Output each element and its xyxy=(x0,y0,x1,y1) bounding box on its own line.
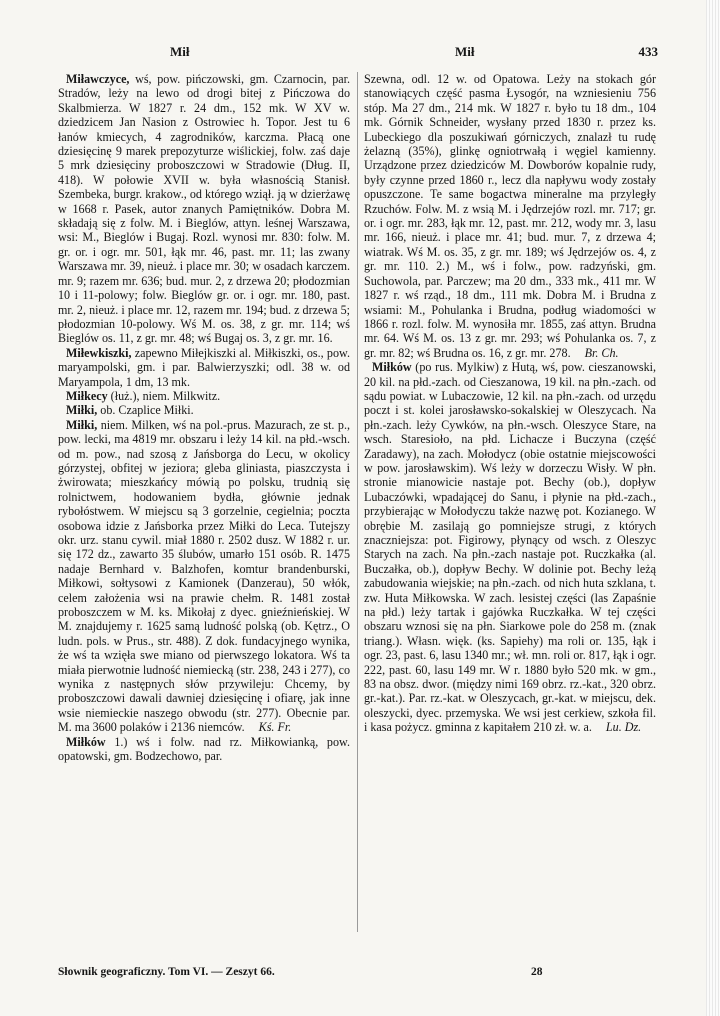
publication-line: Słownik geograficzny. Tom VI. — Zeszyt 66. xyxy=(58,966,275,978)
entry-signature: Br. Ch. xyxy=(584,345,619,360)
page-header xyxy=(58,44,658,64)
entry-text: zapewno Miłejkiszki al. Miłkiszki, os., pow. maryampolski, gm. i par. Balwierzyszki; odl. 38 w. od Maryampola, 1 dm, 13 mk. xyxy=(58,345,350,389)
sheet-number: 28 xyxy=(531,966,543,978)
entry-milawczyce xyxy=(58,72,350,346)
entry-milewkiszki xyxy=(58,346,350,389)
entry-text: Szewna, odl. 12 w. od Opatowa. Leży na stokach gór stanowiących część pasma Łysogór, na wzniesieniu 756 stóp. Ma 27 dm., 214 mk. W 1827 r. było tu 18 dm., 104 mk. Górnik Schneider, wysłany przed 1830 r. przez ks. Lubeckiego dla poszukiwań górniczych, znalazł tu rudę żelazną (35%), glinkę ogniotrwałą i węgiel kamienny. Urządzone przez dziedziców M. Dowborów kopalnie rudy, były czynne przed 1860 r., lecz dla napływu wody zostały opuszczone. Te same bogactwa mineralne ma przyległy Rzuchów. Folw. M. z wsią M. i Jędrzejów rozl. mr. 717; gr. or. i ogr. mr. 283, łąk mr. 12, past. mr. 212, wody mr. 3, lasu mr. 166, nieuż. i place mr. 41; bud. mur. 7, z drzewa 4; wiatrak. Wś M. os. 35, z gr. mr. 189; wś Jędrzejów os. 4, z gr. mr. 110. 2.) M., wś i folw., pow. radzyński, gm. Suchowola, par. Parczew; ma 20 dm., 333 mk., 411 mr. W 1827 r. wś rząd., 18 dm., 111 mk. Dobra M. i Brudna z wsiami: M., Pohulanka i Brudna, podług wiadomości w 1866 r. rozl. folw. M. wynosiła mr. 1855, zaś attyn. Brudna mr. 64. Wś M. os. 13 z gr. mr. 293; wś Pohulanka os. 7, z gr. mr. 82; wś Brudna os. 16, z gr. mr. 278. xyxy=(364,72,656,360)
entry-headword: Miłków xyxy=(66,734,106,749)
entry-headword: Miławczyce, xyxy=(66,72,130,86)
right-column xyxy=(364,72,656,735)
entry-text: (łuż.), niem. Milkwitz. xyxy=(107,388,221,403)
entry-headword: Miłków xyxy=(372,360,412,375)
entry-milki xyxy=(58,418,350,735)
entry-milkow-2 xyxy=(364,360,656,735)
running-head-center: Mił xyxy=(455,44,475,59)
entry-text: (po rus. Mylkiw) z Hutą, wś, pow. cieszanowski, 20 kil. na płd.-zach. od Cieszanowa, 19 kil. na płn.-zach. od sądu powiat. w Lubaczowie, 12 kil. na płn.-zach. od urzędu poczt i st. kolei jarosławsko-sokalskiej w Oleszycach. Na płn.-zach. leży Cywków, na płn.-wsch. Oleszyce Stare, na wsch. Staresioło, na płd. Lichacze i Buczyna (część Zaradawy), na zach. Mołodycz (obie ostatnie miejscowości w pow. jarosławskim). Wś leży w dorzeczu Wisły. W płn. stronie mianowicie nastaje pot. Bechy (ob.), dopływ Lubaczówki, wpadającej do Sanu, i płynie na płd.-zach., przybierając w Mołodyczu także nazwę pot. Kozianego. W obrębie M. zasilają go pomniejsze strugi, z których znaczniejsza: pot. Figirowy, płynący od wsch. z Oleszyc Starych na zach. Na płn.-zach nastaje pot. Ruczkałka (al. Buczałka, ob.), dopływ Bechy. W dolinie pot. Bechy leżą zabudowania wiejskie; na płn.-zach. od nich huta szklana, t. zw. Huta Miłkowska. W zach. lesistej części (las Zapaśnie na płd.) leży tartak i gajówka Ruczkałka. W tej części obszaru wznosi się na płn. Siarkowe pole do 258 m. (znak triang.). Własn. więk. (ks. Sapiehy) ma roli or. 135, łąk i ogr. 23, past. 6, lasu 1340 mr.; wł. mn. roli or. 817, łąk i ogr. 222, past. 60, lasu 149 mr. W r. 1880 było 520 mk. w gm., 83 na obsz. dwor. (między nimi 169 obrz. rz.-kat., 320 obrz. gr.-kat.). Par. rz.-kat. w Oleszycach, gr.-kat. w miejscu, dek. oleszycki, dyec. przemyska. We wsi jest cerkiew, szkoła fil. i kasa pożycz. gminna z kapitałem 210 zł. w. a. xyxy=(364,360,656,735)
entry-headword: Miłkecy xyxy=(66,388,108,403)
entry-headword: Miłki, xyxy=(66,403,98,418)
entry-headword: Miłewkiszki, xyxy=(66,345,132,360)
scan-edge xyxy=(706,0,720,1016)
left-column xyxy=(58,72,350,764)
entry-headword: Miłki, xyxy=(66,417,98,432)
entry-signature: Kś. Fr. xyxy=(258,720,292,735)
column-divider xyxy=(357,72,358,932)
text-columns xyxy=(58,72,664,952)
entry-text: ob. Czaplice Miłki. xyxy=(97,403,194,418)
entry-milkecy xyxy=(58,389,350,403)
entry-signature: Lu. Dz. xyxy=(605,720,642,735)
entry-milkow-1 xyxy=(58,735,350,764)
page-footer xyxy=(58,966,662,984)
entry-text: 1.) wś i folw. nad rz. Miłkowianką, pow. opatowski, gm. Bodzechowo, par. xyxy=(58,734,350,764)
entry-text: wś, pow. pińczowski, gm. Czarnocin, par. Stradów, leży na lewo od drogi bitej z Pińczowa do Skalbmierza. W 1827 r. 24 dm., 152 mk. W XV w. dziedzicem Jan Nasion z Ostrowiec h. Topor. Jest tu 6 łanów kmiecych, 4 zagrodników, karczma. Płacą one dziesięcinę 9 marek prepozyturze wiślickiej, folw. zaś daje 5 mrk dziesięciny proboszczowi w Stradowie (Dług. II, 418). W połowie XVII w. była własnością Stanisł. Szembeka, burgr. krakow., od którego wziął. ją w dzierżawę w 1668 r. Pasek, autor znanych Pamiętników. Dobra M. składają się z folw. M. i Bieglów, attyn. leśnej Warszawa, wsi: M., Bieglów i Bugaj. Rozl. wynosi mr. 830: folw. M. gr. or. i ogr. mr. 501, łąk mr. 46, past. mr. 11; las zwany Warszawa mr. 39, nieuż. i place mr. 30; w osadach karczem. mr. 9; razem mr. 636; bud. mur. 2, z drzewa 20; płodozmian 10 i 11-polowy; folw. Bieglów gr. or. i ogr. mr. 180, past. mr. 2, nieuż. i place mr. 12, razem mr. 194; bud. z drzewa 5; płodozmian 10-polowy. Wś M. os. 38, z gr. mr. 114; wś Bieglów os. 11, z gr. mr. 48; wś Bugaj os. 3, z gr. mr. 16. xyxy=(58,72,350,346)
entry-milki-ref xyxy=(58,403,350,417)
running-head-left: Mił xyxy=(170,44,190,59)
entry-text: niem. Milken, wś na pol.-prus. Mazurach, ze st. p., pow. lecki, ma 4819 mr. obszaru i leży 14 kil. na płd.-wsch. od m. pow., nad szosą z Jańsborga do Lecu, w okolicy górzystej, obfitej w jeziora; gleba gliniasta, piaszczysta i żwirowata; mieszkańcy mówią po polsku, trudnią się rolnictwem, hodowaniem bydła, głównie jednak rybołóstwem. W miejscu są 3 gorzelnie, cegielnia; poczta osobowa idzie z Jańsborka przez Miłki do Leca. Tutejszy okr. urz. stanu cywil. miał 1880 r. 2502 dusz. W 1882 r. ur. się 172 dz., zawarto 35 ślubów, umarło 151 osób. R. 1475 nadaje Bernhard v. Balzhofen, komtur brandenburski, Miłkowi, sołtysowi z Kamionek (Danzerau), 50 włók, celem założenia wsi na prawie chełm. R. 1481 został proboszczem w M. ks. Mikołaj z dyec. gnieźnieńskiej. W M. znajdujemy r. 1625 samą ludność polską (ob. Kętrz., O ludn. pols. w Prus., str. 488). Z dok. fundacyjnego wynika, że wś ta wzięła swe miano od pierwszego lokatora. Wś ta miała pierwotnie ludność niemiecką (str. 238, 243 i 277), co wynika z następnych słów przywileju: Chcemy, by proboszczowi dawali dawniej dziesięcinę i ofiarę, jak inne wsie niemieckie naszego obwodu (str. 277). Obecnie par. M. ma 3600 polaków i 2136 niemców. xyxy=(58,417,350,735)
entry-milkow-continued xyxy=(364,72,656,360)
page-number: 433 xyxy=(638,44,658,59)
